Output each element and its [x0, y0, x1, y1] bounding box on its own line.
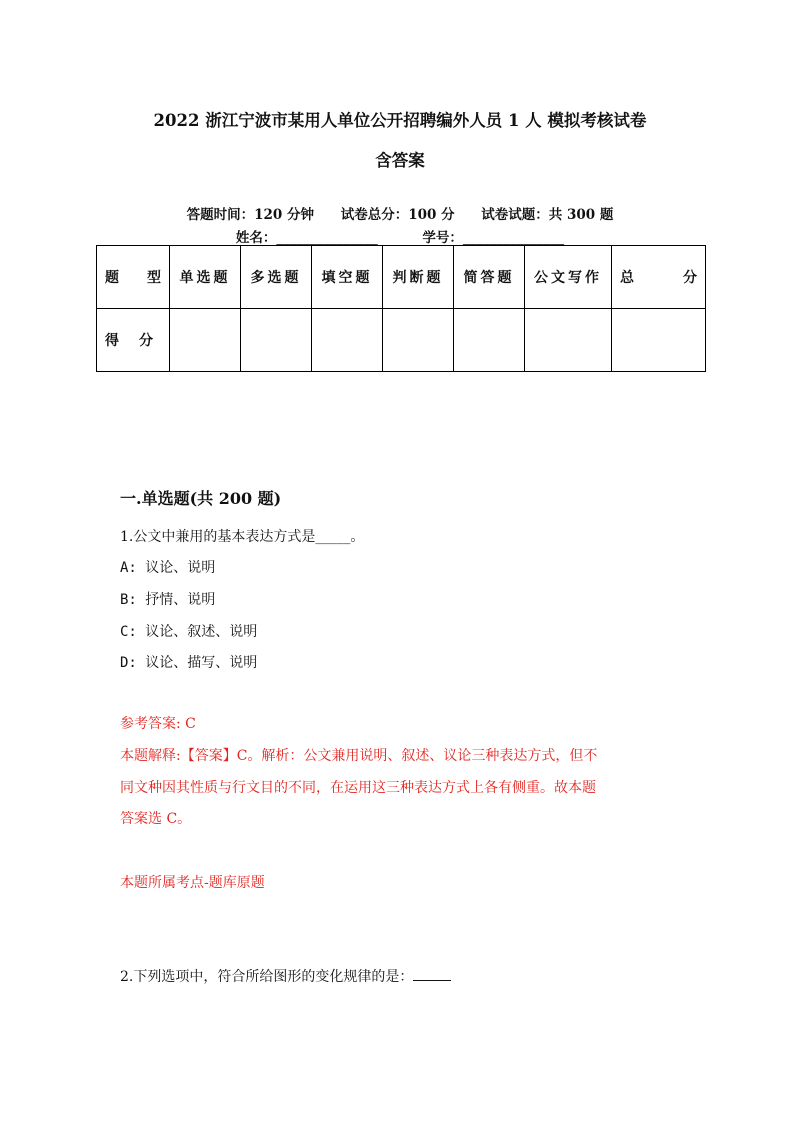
question-1-stem: 1.公文中兼用的基本表达方式是_____。: [120, 529, 365, 545]
question-1-explanation-line: 本题解释:【答案】C。解析：公文兼用说明、叙述、议论三种表达方式，但不: [120, 748, 598, 764]
exam-title-suffix: 含答案: [375, 151, 425, 170]
question-2-stem: 2.下列选项中，符合所给图形的变化规律的是：: [120, 969, 414, 985]
score-cell[interactable]: [612, 309, 706, 372]
question-2-answer-blank[interactable]: [413, 968, 451, 981]
col-official-writing: 公文写作: [525, 246, 612, 309]
question-2-stem-row: [120, 966, 451, 986]
col-short-answer: 简答题: [454, 246, 525, 309]
score-cell[interactable]: [241, 309, 312, 372]
question-1-option-d[interactable]: D: 议论、描写、说明: [120, 655, 258, 671]
name-field[interactable]: _______________: [276, 230, 378, 246]
question-1-option-a[interactable]: A: 议论、说明: [120, 560, 216, 576]
score-cell[interactable]: [454, 309, 525, 372]
question-1-option-c[interactable]: C: 议论、叙述、说明: [120, 624, 258, 640]
id-field[interactable]: _______________: [462, 230, 565, 246]
score-cell[interactable]: [525, 309, 612, 372]
total-header-cell: 总 分: [612, 246, 706, 309]
name-label: 姓名：: [235, 230, 277, 246]
exam-info-row: [0, 203, 800, 223]
exam-question-count: 试卷试题：共 300 题: [481, 207, 614, 223]
score-table-score-row: [97, 309, 706, 372]
score-cell[interactable]: [312, 309, 383, 372]
question-1-explanation-line: 同文种因其性质与行文目的不同，在运用这三种表达方式上各有侧重。故本题: [120, 780, 596, 796]
score-header-cell: 得 分: [97, 309, 170, 372]
exam-total-score: 试卷总分：100 分: [340, 207, 455, 223]
exam-title: 2022 浙江宁波市某用人单位公开招聘编外人员 1 人 模拟考核试卷: [153, 111, 647, 130]
exam-time: 答题时间：120 分钟: [186, 207, 314, 223]
id-label: 学号：: [422, 230, 463, 246]
question-1-explanation-line: 答案选 C。: [120, 811, 192, 827]
question-1-source: 本题所属考点-题库原题: [120, 875, 265, 891]
col-multi-choice: 多选题: [241, 246, 312, 309]
score-cell[interactable]: [170, 309, 241, 372]
student-info-row: [0, 226, 800, 246]
question-1-option-b[interactable]: B: 抒情、说明: [120, 592, 216, 608]
score-table: [96, 245, 706, 372]
section-heading: 一.单选题(共 200 题): [120, 489, 282, 508]
question-1-answer: 参考答案: C: [120, 716, 196, 732]
score-cell[interactable]: [383, 309, 454, 372]
score-table-header-row: [97, 246, 706, 309]
type-header-cell: 题 型: [97, 246, 170, 309]
col-single-choice: 单选题: [170, 246, 241, 309]
col-true-false: 判断题: [383, 246, 454, 309]
col-fill-blank: 填空题: [312, 246, 383, 309]
